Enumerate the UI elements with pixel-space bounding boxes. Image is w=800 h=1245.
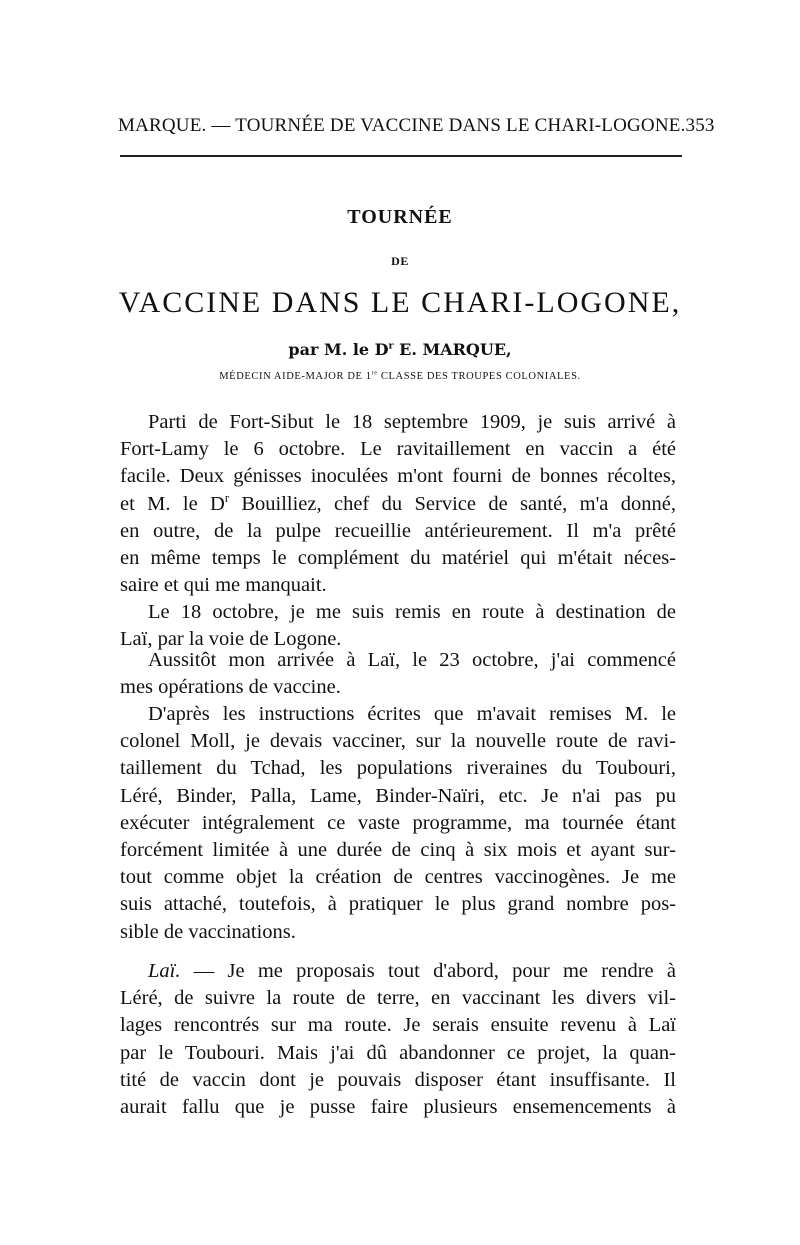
affiliation-sup: re — [371, 369, 378, 377]
text-fragment: — Je me proposais tout d'abord, pour me rendre à — [180, 960, 676, 982]
title-line-2: DE — [391, 254, 409, 268]
text-line: par le Toubouri. Mais j'ai dû abandonner ce projet, la quan- — [120, 1041, 676, 1064]
text-line: D'après les instructions écrites que m'avait remises M. le — [148, 703, 676, 725]
text-line: Aussitôt mon arrivée à Laï, le 23 octobre, j'ai commencé — [148, 649, 676, 671]
paragraph-4 — [120, 701, 676, 946]
text-line: mes opérations de vaccine. — [120, 676, 341, 699]
title-line-1: TOURNÉE — [347, 206, 453, 228]
text-line: Le 18 octobre, je me suis remis en route à destination de — [148, 601, 676, 623]
text-line: exécuter intégralement ce vaste programme, ma tournée étant — [120, 811, 676, 834]
author-prefix: par M. le D — [288, 340, 389, 359]
page-title: VACCINE DANS LE CHARI-LOGONE, — [118, 286, 682, 319]
text-line: sible de vaccinations. — [120, 920, 296, 943]
paragraph-2 — [120, 599, 676, 653]
text-line: tité de vaccin dont je pouvais disposer étant insuffisante. Il — [120, 1068, 676, 1091]
paragraph-1 — [120, 409, 676, 599]
author-prefix-sup: r — [388, 340, 394, 352]
text-line: facile. Deux génisses inoculées m'ont fourni de bonnes récoltes, — [120, 465, 676, 488]
page-number: 353 — [685, 115, 715, 136]
header-rule — [120, 155, 682, 157]
section-heading: Laï. — [148, 960, 181, 982]
paragraph-5 — [120, 958, 676, 1121]
text-line: en outre, de la pulpe recueillie antérieurement. Il m'a prêté — [120, 519, 676, 542]
text-line: taillement du Tchad, les populations riveraines du Toubouri, — [120, 757, 676, 780]
text-line: Léré, de suivre la route de terre, en vaccinant les divers vil- — [120, 987, 676, 1010]
author-line — [0, 340, 800, 359]
text-line — [120, 491, 676, 518]
text-line — [120, 958, 676, 985]
text-sup: r — [224, 490, 229, 505]
text-line: Fort-Lamy le 6 octobre. Le ravitaillement en vaccin a été — [120, 438, 676, 461]
affiliation-after: CLASSE DES TROUPES COLONIALES. — [377, 371, 581, 382]
author-name: E. MARQUE, — [393, 340, 512, 359]
text-line: saire et qui me manquait. — [120, 574, 327, 597]
running-head — [118, 115, 715, 137]
text-line: en même temps le complément du matériel qui m'était néces- — [120, 546, 676, 569]
text-line: Léré, Binder, Palla, Lame, Binder-Naïri, etc. Je n'ai pas pu — [120, 784, 676, 807]
text-line: forcément limitée à une durée de cinq à six mois et ayant sur- — [120, 838, 676, 861]
paragraph-3 — [120, 647, 676, 701]
text-line: suis attaché, toutefois, à pratiquer le plus grand nombre pos- — [120, 893, 676, 916]
text-line: Parti de Fort-Sibut le 18 septembre 1909, je suis arrivé à — [148, 411, 676, 433]
text-line: colonel Moll, je devais vacciner, sur la nouvelle route de ravi- — [120, 730, 676, 753]
text-line: Laï, par la voie de Logone. — [120, 628, 342, 651]
affiliation-before: MÉDECIN AIDE-MAJOR DE 1 — [219, 371, 372, 382]
text-line: tout comme objet la création de centres vaccinogènes. Je me — [120, 866, 676, 889]
text-line: lages rencontrés sur ma route. Je serais ensuite revenu à Laï — [120, 1014, 676, 1037]
running-head-title: MARQUE. — TOURNÉE DE VACCINE DANS LE CHARI-LOGONE. — [118, 115, 686, 136]
text-fragment: et M. le D — [120, 492, 225, 515]
text-line: aurait fallu que je pusse faire plusieurs ensemencements à — [120, 1095, 676, 1118]
text-fragment: Bouilliez, chef du Service de santé, m'a donné, — [228, 492, 676, 515]
author-affiliation — [0, 371, 800, 382]
